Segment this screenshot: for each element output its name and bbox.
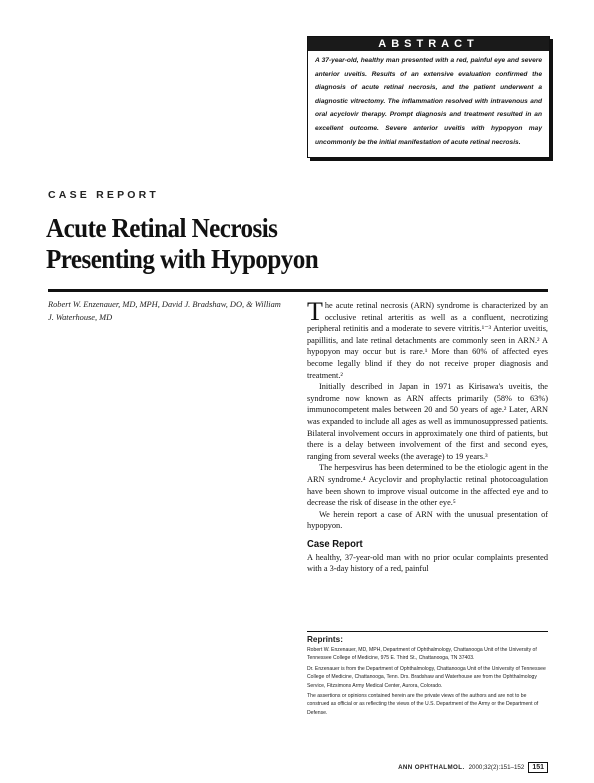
reprints-box: [307, 631, 548, 719]
case-report-subheading: Case Report: [307, 537, 363, 550]
reprints-affiliations: Dr. Enzenauer is from the Department of Ophthalmology, Chattanooga Unit of the University of Tennessee College of Medicine, Chattanooga, Tenn. Drs. Bradshaw and Waterhouse are from the Ophthalmology Service, Fitzsimons Army Medical Center, Aurora, Colorado.: [307, 665, 546, 689]
article-title-line-1: Acute Retinal Necrosis: [46, 213, 278, 243]
reprints-heading: Reprints:: [307, 635, 343, 644]
drop-cap: T: [307, 297, 323, 326]
page-number: 151: [528, 762, 548, 773]
reprints-address: Robert W. Enzenauer, MD, MPH, Department of Ophthalmology, Chattanooga Unit of the University of Tennessee College of Medicine, 975 E. Third St., Chattanooga, TN 37403.: [307, 647, 537, 662]
body-column: [307, 297, 548, 575]
article-title-line-2: Presenting with Hypopyon: [46, 244, 319, 274]
abstract-box: [307, 36, 550, 158]
body-paragraph-3: The herpesvirus has been determined to be the etiologic agent in the ARN syndrome.⁴ Acyclovir and prophylactic retinal photocoagulation have been shown to improve visual outcome in the affected eye and to decrease the risk of disease in the other eye.⁵: [307, 463, 548, 508]
abstract-heading: ABSTRACT: [308, 37, 549, 51]
title-rule: [48, 289, 548, 292]
author-list: Robert W. Enzenauer, MD, MPH, David J. Bradshaw, DO, & William J. Waterhouse, MD: [48, 300, 281, 322]
abstract-text: A 37-year-old, healthy man presented with a red, painful eye and severe anterior uveitis. Results of an extensive evaluation confirmed the diagnosis of acute retinal necrosis, and the patient underwent a diagnostic vitrectomy. The inflammation resolved with intravenous and oral acyclovir therapy. Prompt diagnosis and treatment resulted in an excellent outcome. Severe anterior uveitis with hypopyon may uncommonly be the initial manifestation of acute retinal necrosis.: [315, 57, 542, 146]
journal-citation: 2000;32(2):151–152: [468, 764, 525, 771]
body-paragraph-5: A healthy, 37-year-old man with no prior ocular complaints presented with a 3-day history of a red, painful: [307, 552, 548, 574]
body-paragraph-1: [307, 297, 548, 381]
body-paragraph-1-text: he acute retinal necrosis (ARN) syndrome is characterized by an occlusive retinal arteritis as well as a confluent, necrotizing peripheral retinitis and a moderate to severe vitritis.¹⁻³ Anterior uveitis, papillitis, and late retinal detachments are commonly seen in ARN.² A hypopyon may occur but is rare.¹ More than 60% of affected eyes become legally blind if they do not receive proper diagnosis and treatment.²: [307, 301, 548, 380]
page-footer: [398, 762, 548, 773]
body-paragraph-4: We herein report a case of ARN with the unusual presentation of hypopyon.: [307, 509, 548, 531]
journal-name: ANN OPHTHALMOL.: [398, 764, 465, 771]
body-paragraph-2: Initially described in Japan in 1971 as Kirisawa's uveitis, the syndrome now known as ARN affects primarily (58% to 63%) immunocompetent males between 20 and 50 years of age.² Later, ARN was expanded to include all ages as well as immunosuppressed patients. Bilateral involvement occurs in approximately one third of patients, but there is a delay between involvement of the first and second eyes, ranging from several weeks (the average) to 19 years.³: [307, 382, 548, 461]
article-title: [46, 213, 418, 275]
section-label: CASE REPORT: [48, 189, 160, 201]
reprints-disclaimer: The assertions or opinions contained herein are the private views of the authors and are not to be construed as official or as reflecting the views of the U.S. Department of the Army or the Department of Defense.: [307, 693, 539, 716]
